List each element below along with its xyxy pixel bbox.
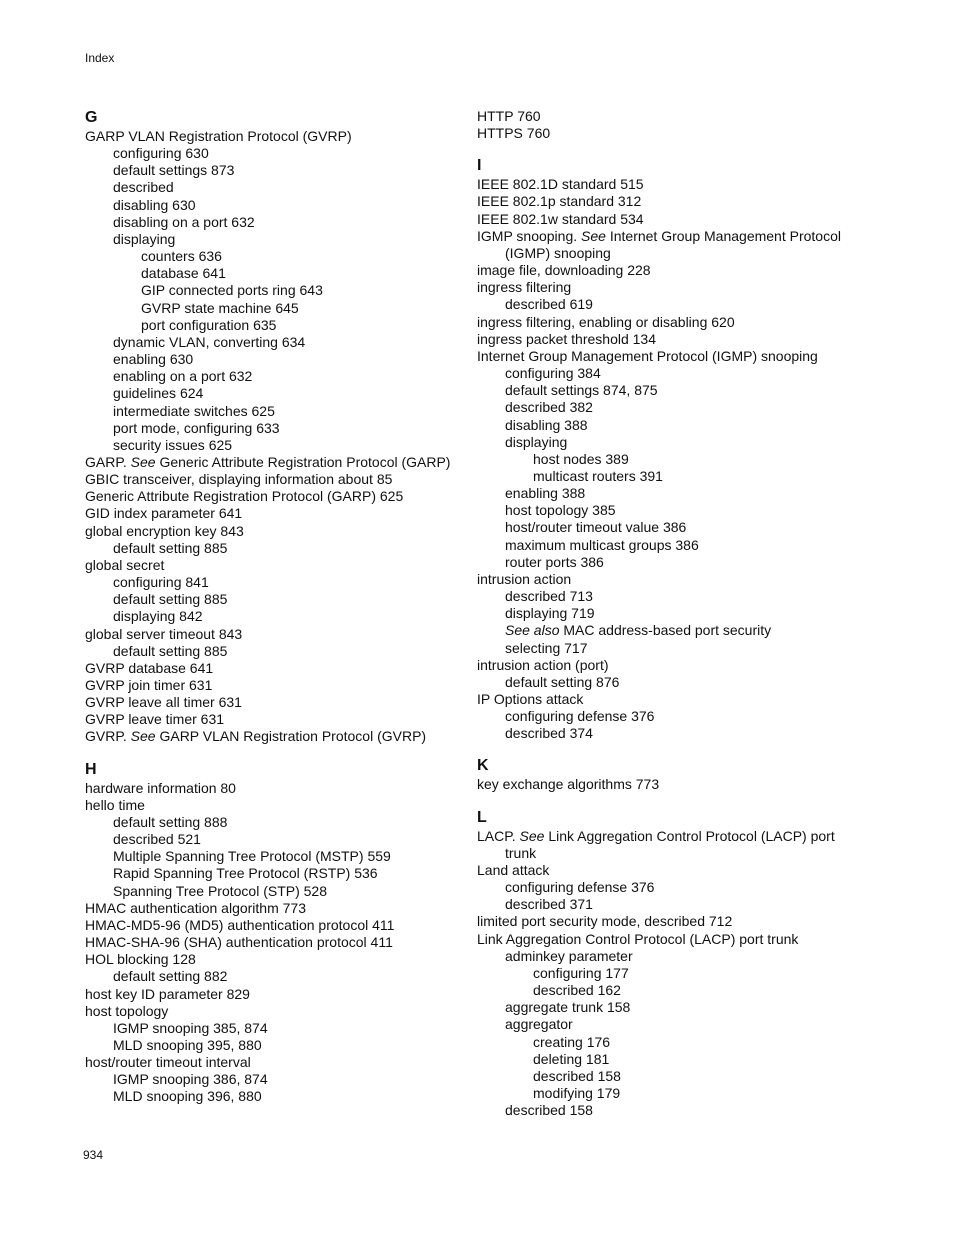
index-subentry: GVRP state machine 645 [141,299,299,316]
index-entry: Generic Attribute Registration Protocol (GARP) 625 [85,488,404,505]
index-entry: HTTP 760 [477,108,541,124]
cross-reference-target: Internet Group Management Protocol [605,227,841,244]
index-subentry: guidelines 624 [113,385,204,402]
index-entry: hardware information 80 [85,779,236,796]
index-subentry: default setting 885 [113,642,228,659]
index-subentry: disabling 630 [113,196,196,213]
index-entry: GID index parameter 641 [85,505,243,522]
index-entry: ingress filtering [477,279,572,296]
index-subentry: MLD snooping 396, 880 [113,1088,262,1105]
index-cross-reference [85,454,465,471]
index-subentry: modifying 179 [533,1084,621,1101]
index-entry: GARP VLAN Registration Protocol (GVRP) [85,128,352,144]
index-cross-reference [85,728,465,745]
index-subentry: disabling on a port 632 [113,213,255,230]
index-subentry: GIP connected ports ring 643 [141,282,323,299]
index-subentry: database 641 [141,265,226,282]
index-entry: global secret [85,556,165,573]
index-subentry: port mode, configuring 633 [113,419,280,436]
index-subentry: enabling on a port 632 [113,368,253,385]
index-subentry: described 158 [533,1067,621,1084]
index-entry: ingress packet threshold 134 [477,330,656,347]
cross-reference-term: LACP. [477,827,520,844]
index-letter-heading: K [477,757,489,775]
see-label: See [130,453,156,470]
index-subentry: security issues 625 [113,436,233,453]
cross-reference-term: GARP. [85,453,131,470]
section-gap [85,746,465,760]
index-cross-reference [477,622,857,639]
index-subentry: enabling 630 [113,351,194,368]
index-subentry: described 521 [113,831,201,848]
index-entry: global encryption key 843 [85,522,244,539]
index-subentry: IGMP snooping 385, 874 [113,1019,268,1036]
index-entry: IEEE 802.1D standard 515 [477,176,644,193]
index-letter-heading: I [477,157,482,175]
section-gap [477,794,857,808]
index-entry: host key ID parameter 829 [85,985,250,1002]
index-subentry: aggregate trunk 158 [505,999,631,1016]
index-subentry: default settings 873 [113,162,235,179]
index-entry: ingress filtering, enabling or disabling 620 [477,313,735,330]
index-subentry: port configuration 635 [141,316,277,333]
index-subentry: counters 636 [141,248,222,265]
index-entry: Internet Group Management Protocol (IGMP) snooping [477,347,818,364]
index-subentry: displaying [505,433,568,450]
index-subentry: default setting 885 [113,591,228,608]
index-subentry: Rapid Spanning Tree Protocol (RSTP) 536 [113,865,378,882]
index-entry: key exchange algorithms 773 [477,776,660,793]
index-letter-heading: H [85,760,97,778]
index-entry: GVRP leave timer 631 [85,711,225,728]
index-subentry: deleting 181 [533,1050,610,1067]
section-gap [477,742,857,756]
index-entry: limited port security mode, described 712 [477,913,733,930]
index-subentry: default setting 882 [113,968,228,985]
index-subentry: configuring defense 376 [505,879,655,896]
running-header: Index [85,51,115,65]
index-column-left [85,108,465,1106]
index-subentry: Spanning Tree Protocol (STP) 528 [113,882,328,899]
index-entry: hello time [85,796,145,813]
index-subentry: configuring 177 [533,964,629,981]
index-entry: Link Aggregation Control Protocol (LACP) port trunk [477,930,799,947]
index-subentry: displaying [113,230,176,247]
index-subentry: default setting 876 [505,673,620,690]
index-entry: HMAC-MD5-96 (MD5) authentication protocol 411 [85,916,395,933]
see-label: See [581,227,606,244]
index-subentry: described 158 [505,1102,593,1119]
index-entry: host topology [85,1002,169,1019]
index-column-right [477,108,857,1119]
index-subentry: adminkey parameter [505,947,633,964]
index-cross-reference [477,228,857,245]
page-number: 934 [83,1148,104,1162]
see-label: See [130,728,156,745]
index-entry: image file, downloading 228 [477,262,651,279]
index-entry: HMAC authentication algorithm 773 [85,899,307,916]
index-subentry: displaying 842 [113,608,203,625]
index-subentry: configuring 630 [113,145,209,162]
index-entry: HMAC-SHA-96 (SHA) authentication protocol 411 [85,934,393,951]
index-subentry: trunk [505,844,537,861]
see-label: See also [505,622,560,639]
index-subentry: default settings 874, 875 [505,382,658,399]
index-subentry: host nodes 389 [533,450,629,467]
index-subentry: default setting 885 [113,539,228,556]
index-entry: HTTPS 760 [477,125,551,142]
index-letter-heading: G [85,109,98,126]
index-entry: IP Options attack [477,691,584,707]
index-entry: GVRP join timer 631 [85,677,213,693]
index-subentry: disabling 388 [505,416,588,433]
index-subentry: maximum multicast groups 386 [505,536,699,553]
index-subentry: described [113,179,174,196]
index-subentry: host/router timeout value 386 [505,519,687,536]
index-subentry: default setting 888 [113,813,228,830]
index-subentry: configuring 841 [113,574,209,591]
index-subentry: displaying 719 [505,605,595,622]
index-cross-reference [477,828,857,845]
index-entry: host/router timeout interval [85,1054,251,1071]
index-subentry: creating 176 [533,1033,611,1050]
index-subentry: described 382 [505,399,593,416]
index-subentry: described 162 [533,982,621,999]
index-subentry: host topology 385 [505,502,616,519]
cross-reference-term: IGMP snooping. [477,227,582,244]
cross-reference-term: GVRP. [85,728,131,745]
index-subentry: dynamic VLAN, converting 634 [113,333,306,350]
index-subentry: configuring 384 [505,365,601,382]
cross-reference-target: Generic Attribute Registration Protocol (GARP) [155,453,451,470]
index-subentry: Multiple Spanning Tree Protocol (MSTP) 559 [113,848,391,865]
index-entry: IEEE 802.1p standard 312 [477,193,642,210]
index-entry: global server timeout 843 [85,625,243,642]
index-subentry: configuring defense 376 [505,708,655,725]
cross-reference-target: MAC address-based port security [559,622,772,639]
index-subentry: IGMP snooping 386, 874 [113,1071,268,1088]
index-subentry: intermediate switches 625 [113,402,275,419]
cross-reference-target: GARP VLAN Registration Protocol (GVRP) [155,728,427,745]
index-subentry: described 619 [505,296,593,313]
index-entry: intrusion action [477,570,572,587]
index-entry: GVRP leave all timer 631 [85,694,242,711]
index-entry: Land attack [477,861,550,878]
index-subentry: multicast routers 391 [533,467,663,484]
index-subentry: aggregator [505,1016,573,1033]
index-subentry: router ports 386 [505,553,604,570]
section-gap [477,142,857,156]
index-subentry: MLD snooping 395, 880 [113,1036,262,1053]
index-subentry: selecting 717 [505,639,588,656]
index-subentry: described 371 [505,896,593,913]
index-entry: IEEE 802.1w standard 534 [477,210,644,227]
index-entry: HOL blocking 128 [85,951,196,968]
index-entry: GBIC transceiver, displaying information about 85 [85,471,393,488]
index-entry: intrusion action (port) [477,656,609,673]
index-subentry: described 374 [505,725,593,742]
index-letter-heading: L [477,808,487,826]
see-label: See [519,827,545,844]
index-subentry: enabling 388 [505,485,586,502]
index-subentry: (IGMP) snooping [505,244,611,261]
index-entry: GVRP database 641 [85,659,214,676]
index-subentry: described 713 [505,588,593,605]
cross-reference-target: Link Aggregation Control Protocol (LACP) port [544,827,835,844]
